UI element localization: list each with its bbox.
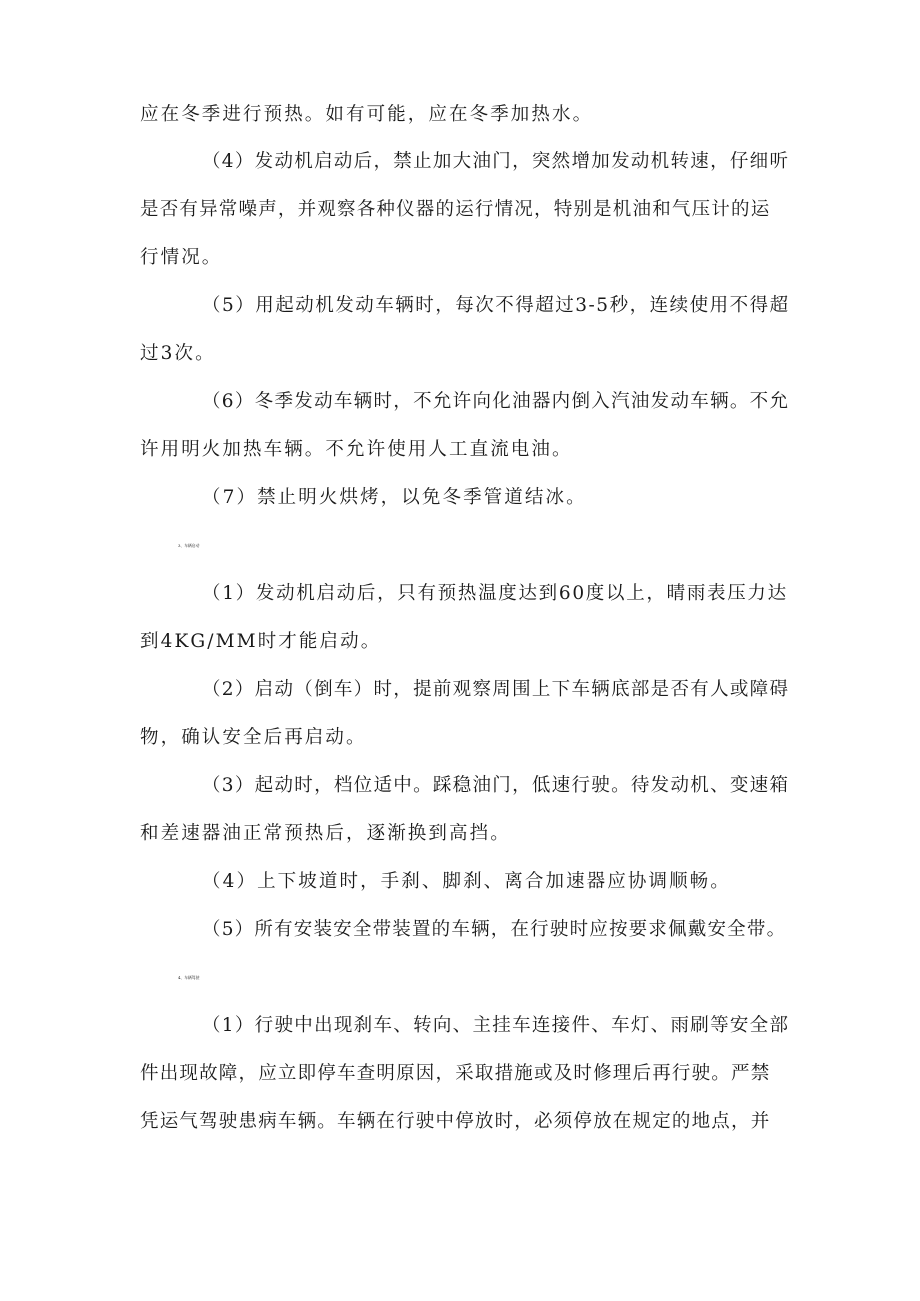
text-line-18: （5）所有安装安全带装置的车辆，在行驶时应按要求佩戴安全带。 [202,919,787,940]
text-line-5: （5）用起动机发动车辆时，每次不得超过3-5秒，连续使用不得超 [202,295,790,316]
text-line-6: 过3次。 [140,343,216,364]
text-line-16: 和差速器油正常预热后，逐渐换到高挡。 [140,823,511,844]
text-line-21: 件出现故障，应立即停车查明原因，采取措施或及时修理后再行驶。严禁 [140,1063,771,1084]
text-line-17: （4）上下坡道时，手刹、脚刹、离合加速器应协调顺畅。 [202,871,731,892]
text-line-3: 是否有异常噪声，并观察各种仪器的运行情况，特别是机油和气压计的运 [140,199,771,220]
text-line-12: 到4KG/MM时才能启动。 [140,631,382,652]
text-line-11: （1）发动机启动后，只有预热温度达到60度以上，晴雨表压力达 [202,583,788,604]
text-line-8: 许用明火加热车辆。不允许使用人工直流电油。 [140,439,573,460]
section-heading-vehicle-driving: 4、车辆驾驶 [178,975,200,980]
text-line-7: （6）冬季发动车辆时，不允许向化油器内倒入汽油发动车辆。不允 [202,391,790,412]
text-line-13: （2）启动（倒车）时，提前观察周围上下车辆底部是否有人或障碍 [202,679,790,700]
text-line-2: （4）发动机启动后，禁止加大油门，突然增加发动机转速，仔细听 [202,151,790,172]
section-heading-vehicle-start: 3、车辆启动 [178,543,200,548]
text-line-15: （3）起动时，档位适中。踩稳油门，低速行驶。待发动机、变速箱 [202,775,790,796]
text-line-14: 物，确认安全后再启动。 [140,727,367,748]
text-line-9: （7）禁止明火烘烤，以免冬季管道结冰。 [202,487,587,508]
text-line-22: 凭运气驾驶患病车辆。车辆在行驶中停放时，必须停放在规定的地点，并 [140,1111,771,1132]
text-line-1: 应在冬季进行预热。如有可能，应在冬季加热水。 [140,104,594,125]
text-line-20: （1）行驶中出现刹车、转向、主挂车连接件、车灯、雨刷等安全部 [202,1015,790,1036]
text-line-4: 行情况。 [140,247,223,268]
